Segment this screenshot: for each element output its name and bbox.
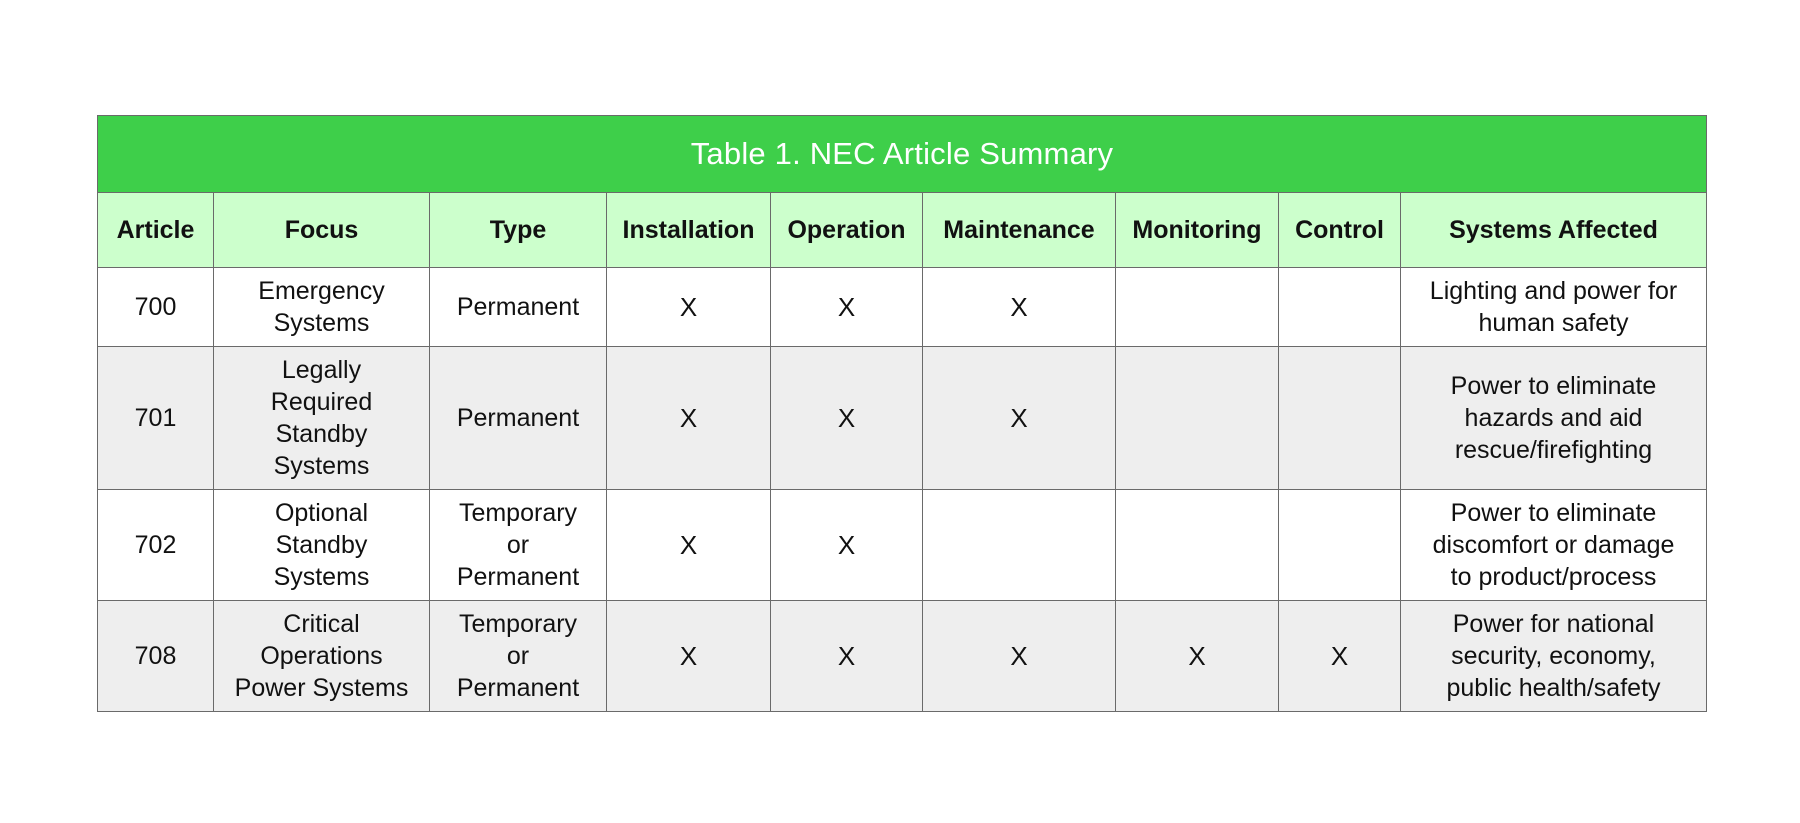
column-header-control: Control — [1279, 193, 1401, 268]
column-header-installation: Installation — [607, 193, 771, 268]
cell-maintenance: X — [923, 268, 1116, 347]
cell-installation: X — [607, 601, 771, 712]
cell-operation: X — [771, 347, 923, 490]
cell-installation: X — [607, 268, 771, 347]
cell-type: Temporary or Permanent — [430, 601, 607, 712]
column-header-maintenance: Maintenance — [923, 193, 1116, 268]
nec-summary-table — [97, 115, 1707, 712]
cell-operation: X — [771, 601, 923, 712]
cell-installation: X — [607, 490, 771, 601]
cell-type: Temporary or Permanent — [430, 490, 607, 601]
cell-type: Permanent — [430, 268, 607, 347]
cell-maintenance: X — [923, 347, 1116, 490]
cell-type: Permanent — [430, 347, 607, 490]
cell-control — [1279, 490, 1401, 601]
cell-monitoring: X — [1116, 601, 1279, 712]
cell-monitoring — [1116, 268, 1279, 347]
cell-article: 700 — [98, 268, 214, 347]
column-header-type: Type — [430, 193, 607, 268]
column-header-systems-affected: Systems Affected — [1401, 193, 1707, 268]
table-title: Table 1. NEC Article Summary — [98, 116, 1707, 193]
table-header-row — [98, 193, 1707, 268]
nec-summary-table-container — [97, 115, 1706, 712]
cell-article: 702 — [98, 490, 214, 601]
cell-installation: X — [607, 347, 771, 490]
cell-focus: Legally Required Standby Systems — [214, 347, 430, 490]
table-row — [98, 601, 1707, 712]
cell-focus: Emergency Systems — [214, 268, 430, 347]
cell-control: X — [1279, 601, 1401, 712]
column-header-operation: Operation — [771, 193, 923, 268]
column-header-focus: Focus — [214, 193, 430, 268]
cell-control — [1279, 268, 1401, 347]
cell-systems-affected: Power to eliminate hazards and aid rescue/firefighting — [1401, 347, 1707, 490]
cell-maintenance: X — [923, 601, 1116, 712]
cell-monitoring — [1116, 490, 1279, 601]
table-row — [98, 347, 1707, 490]
cell-operation: X — [771, 268, 923, 347]
cell-systems-affected: Lighting and power for human safety — [1401, 268, 1707, 347]
cell-monitoring — [1116, 347, 1279, 490]
column-header-article: Article — [98, 193, 214, 268]
cell-article: 708 — [98, 601, 214, 712]
cell-systems-affected: Power for national security, economy, public health/safety — [1401, 601, 1707, 712]
cell-systems-affected: Power to eliminate discomfort or damage to product/process — [1401, 490, 1707, 601]
column-header-monitoring: Monitoring — [1116, 193, 1279, 268]
cell-maintenance — [923, 490, 1116, 601]
cell-operation: X — [771, 490, 923, 601]
cell-focus: Critical Operations Power Systems — [214, 601, 430, 712]
cell-article: 701 — [98, 347, 214, 490]
table-row — [98, 490, 1707, 601]
cell-focus: Optional Standby Systems — [214, 490, 430, 601]
cell-control — [1279, 347, 1401, 490]
table-row — [98, 268, 1707, 347]
